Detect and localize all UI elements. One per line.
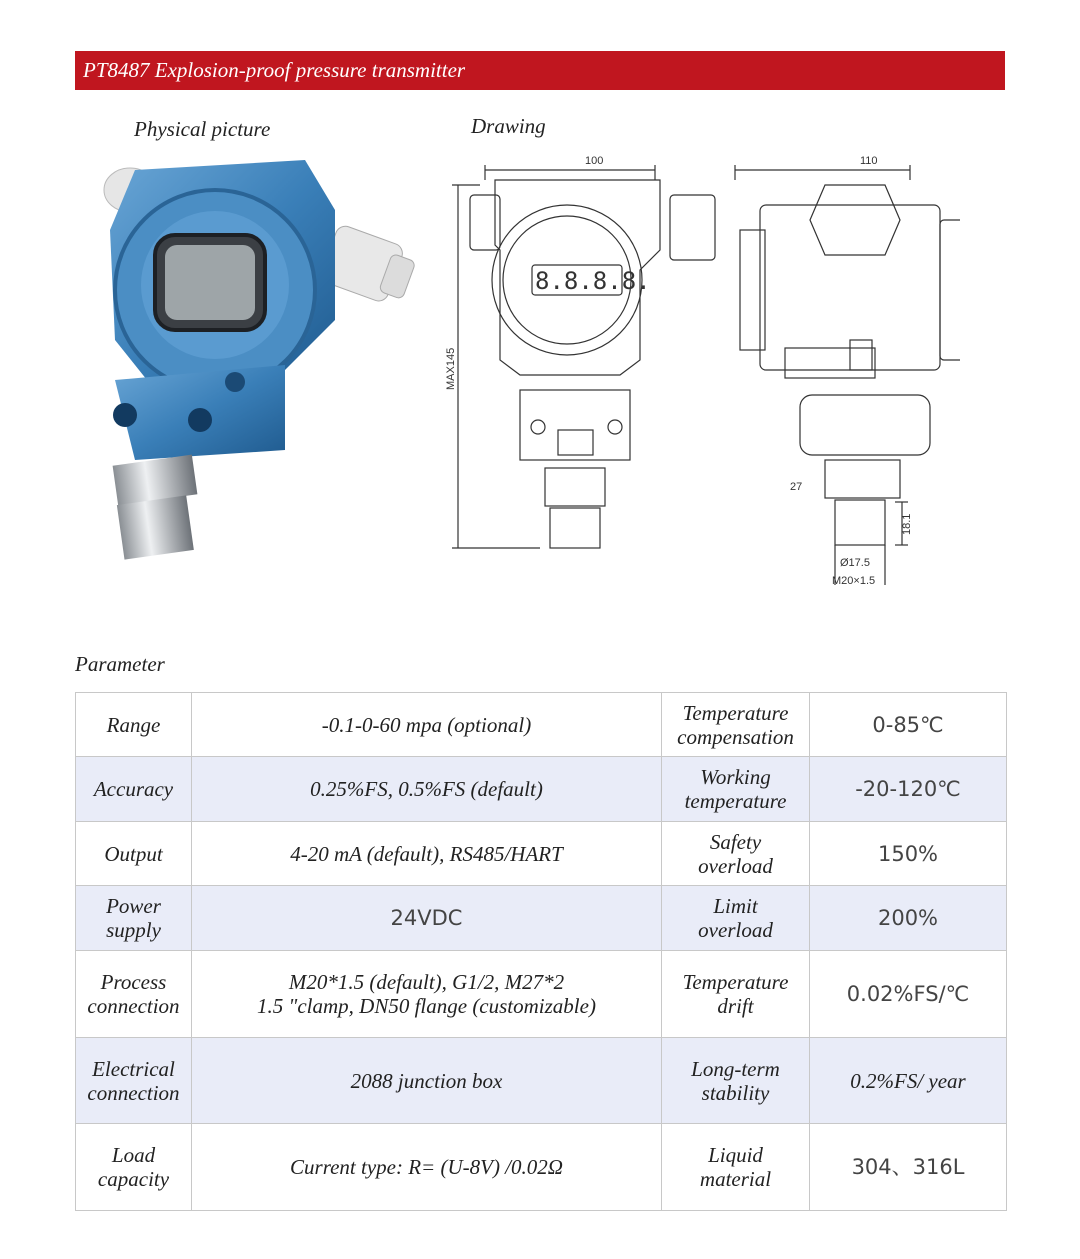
- param-label: [76, 757, 192, 822]
- param-label-line: capacity: [97, 1167, 170, 1191]
- dim-thread-length: 18.1: [901, 513, 913, 535]
- param-label: [662, 951, 810, 1038]
- dim-side-width: 110: [860, 155, 878, 167]
- param-value: [810, 1124, 1007, 1211]
- drawing-caption: Drawing: [471, 114, 546, 138]
- table-row: [76, 822, 1007, 886]
- display-digits: 8.8.8.8.: [535, 267, 651, 295]
- param-value-line: 24VDC: [390, 906, 463, 930]
- param-value: [810, 1038, 1007, 1124]
- transmitter-photo: [95, 150, 425, 570]
- param-value-line: -20-120℃: [855, 777, 961, 801]
- param-label: [662, 886, 810, 951]
- param-value: [192, 693, 662, 757]
- param-label-line: Accuracy: [93, 777, 174, 801]
- param-label-line: connection: [87, 994, 180, 1018]
- param-label-line: compensation: [677, 724, 794, 749]
- param-label-line: Output: [104, 841, 163, 866]
- param-value-line: M20*1.5 (default), G1/2, M27*2: [288, 970, 565, 994]
- param-value: [192, 1038, 662, 1124]
- param-value-line: 304、316L: [851, 1155, 965, 1179]
- param-label: [662, 1038, 810, 1124]
- param-label: [76, 822, 192, 886]
- param-label: [662, 822, 810, 886]
- param-label: [76, 951, 192, 1038]
- param-label-line: drift: [717, 994, 754, 1018]
- param-label: [76, 1124, 192, 1211]
- dim-wrench: 27: [790, 481, 803, 493]
- dim-front-width: 100: [585, 155, 604, 167]
- param-label-line: Limit: [713, 894, 758, 918]
- page-title: PT8487 Explosion-proof pressure transmitter: [83, 58, 466, 82]
- param-value-line: -0.1-0-60 mpa (optional): [321, 712, 532, 737]
- param-value: [810, 757, 1007, 822]
- param-label-line: temperature: [684, 789, 787, 813]
- param-label-line: supply: [106, 918, 161, 942]
- param-label-line: Long-term: [691, 1056, 780, 1081]
- param-value: [810, 693, 1007, 757]
- param-label: [76, 886, 192, 951]
- param-label-line: Load: [111, 1143, 156, 1167]
- param-value: [192, 822, 662, 886]
- param-value-line: 0-85℃: [872, 712, 944, 737]
- table-row: [76, 757, 1007, 822]
- param-value-line: 0.02%FS/℃: [846, 982, 970, 1006]
- param-label: [662, 757, 810, 822]
- photo-caption: Physical picture: [134, 117, 271, 141]
- param-label-line: Safety: [709, 829, 762, 854]
- param-value: [810, 822, 1007, 886]
- param-label-line: overload: [698, 853, 773, 878]
- param-label: [662, 693, 810, 757]
- title-bar: [75, 51, 1005, 90]
- param-label-line: stability: [701, 1080, 770, 1105]
- param-value-line: 150%: [877, 841, 939, 866]
- dim-height: MAX145: [445, 347, 457, 390]
- param-value: [810, 886, 1007, 951]
- param-label-line: Electrical: [92, 1056, 175, 1081]
- param-label-line: Temperature: [682, 970, 789, 994]
- param-label-line: Range: [106, 712, 161, 737]
- param-label-line: material: [699, 1167, 772, 1191]
- dim-diameter: Ø17.5: [840, 557, 870, 569]
- param-value: [192, 951, 662, 1038]
- table-row: [76, 1124, 1007, 1211]
- param-value: [192, 1124, 662, 1211]
- param-label: [76, 1038, 192, 1124]
- param-value-line: 4-20 mA (default), RS485/HART: [290, 841, 563, 866]
- param-value-line: 0.2%FS/ year: [850, 1068, 966, 1093]
- param-label-line: Temperature: [682, 700, 789, 725]
- table-row: [76, 693, 1007, 757]
- param-value-line: 2088 junction box: [350, 1068, 503, 1093]
- param-label-line: Working: [700, 765, 771, 789]
- param-value-line: 1.5 "clamp, DN50 flange (customizable): [257, 994, 596, 1018]
- param-value-line: Current type: R= (U-8V) /0.02Ω: [290, 1155, 563, 1179]
- table-row: [76, 886, 1007, 951]
- param-value: [192, 757, 662, 822]
- technical-drawing: [440, 150, 960, 600]
- param-value: [810, 951, 1007, 1038]
- param-label: [76, 693, 192, 757]
- param-label-line: Liquid: [708, 1143, 763, 1167]
- param-value-line: 0.25%FS, 0.5%FS (default): [310, 777, 543, 801]
- table-row: [76, 951, 1007, 1038]
- table-row: [76, 1038, 1007, 1124]
- param-label-line: Process: [100, 970, 167, 994]
- param-value: [192, 886, 662, 951]
- param-label-line: overload: [698, 918, 773, 942]
- parameter-table: [75, 692, 1007, 1211]
- param-label-line: Power: [106, 894, 161, 918]
- dim-thread: M20×1.5: [832, 575, 876, 587]
- parameter-caption: Parameter: [75, 652, 165, 676]
- param-label: [662, 1124, 810, 1211]
- param-value-line: 200%: [877, 906, 939, 930]
- param-label-line: connection: [87, 1080, 180, 1105]
